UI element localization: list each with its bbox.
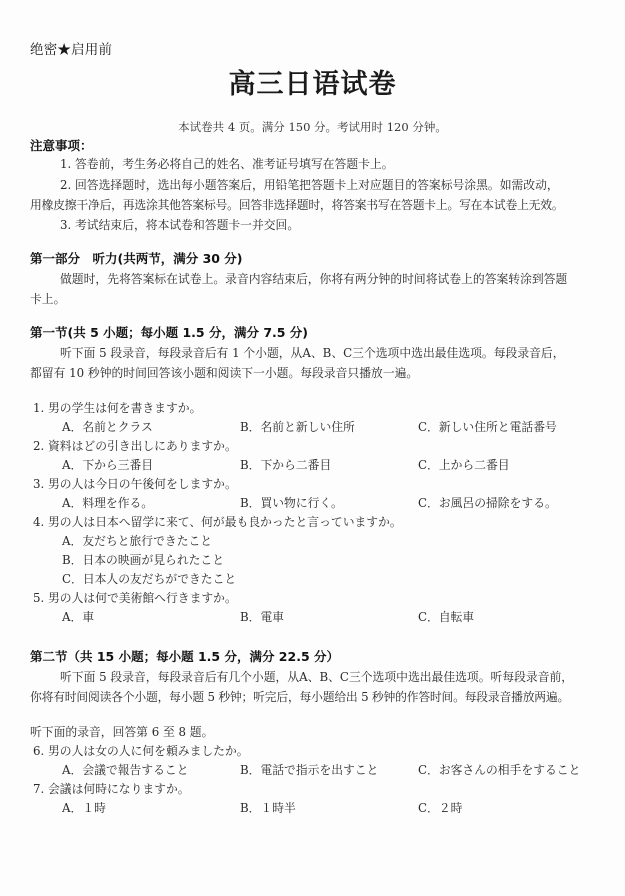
group-intro: 听下面的录音，回答第 6 至 8 题。 <box>30 725 214 739</box>
question-2-option-b: B．下から二番目 <box>240 458 332 472</box>
note-item-2-cont: 用橡皮擦干净后，再选涂其他答案标号。回答非选择题时，将答案书写在答题卡上。写在本试卷上无效。 <box>30 198 564 212</box>
question-2-option-a: A．下から三番目 <box>62 458 154 472</box>
exam-info: 本试卷共 4 页。满分 150 分。考试用时 120 分钟。 <box>178 120 447 134</box>
question-2-stem: 2. 資料はどの引き出しにありますか。 <box>33 439 237 453</box>
question-4-stem: 4. 男の人は日本へ留学に来て、何が最も良かったと言っていますか。 <box>33 515 402 529</box>
question-5-stem: 5. 男の人は何で美術館へ行きますか。 <box>33 591 237 605</box>
question-6-option-a: A．会議で報告すること <box>62 763 189 777</box>
question-3-option-a: A．料理を作る。 <box>62 496 154 510</box>
section2-instructions-1: 听下面 5 段录音，每段录音后有几个小题，从A、B、C三个选项中选出最佳选项。听每段录音前， <box>60 670 574 684</box>
question-7-stem: 7. 会議は何時になりますか。 <box>33 782 190 796</box>
section1-heading: 第一节(共 5 小题；每小题 1.5 分，满分 7.5 分) <box>30 325 309 340</box>
question-6-option-c: C．お客さんの相手をすること <box>418 763 581 777</box>
question-4-option-c: C．日本人の友だちができたこと <box>62 572 237 586</box>
notes-heading: 注意事项： <box>30 138 93 153</box>
part1-instructions-1: 做题时，先将答案标在试卷上。录音内容结束后，你将有两分钟的时间将试卷上的答案转涂到答题 <box>60 272 568 286</box>
section1-instructions-1: 听下面 5 段录音，每段录音后有 1 个小题，从A、B、C三个选项中选出最佳选项。每段录音后， <box>60 346 565 360</box>
question-7-option-b: B．１時半 <box>240 801 296 815</box>
question-6-option-b: B．電話で指示を出すこと <box>240 763 379 777</box>
question-1-option-a: A．名前とクラス <box>62 420 153 434</box>
question-1-option-b: B．名前と新しい住所 <box>240 420 355 434</box>
question-2-option-c: C．上から二番目 <box>418 458 510 472</box>
question-6-stem: 6. 男の人は女の人に何を頼みましたか。 <box>33 744 249 758</box>
section2-heading: 第二节（共 15 小题；每小题 1.5 分，满分 22.5 分） <box>30 649 339 664</box>
confidential-mark: 绝密★启用前 <box>30 42 113 58</box>
note-item-1: 1. 答卷前，考生务必将自己的姓名、准考证号填写在答题卡上。 <box>60 157 394 171</box>
question-4-option-a: A．友だちと旅行できたこと <box>62 534 213 548</box>
section1-instructions-2: 都留有 10 秒钟的时间回答该小题和阅读下一小题。每段录音只播放一遍。 <box>30 366 419 380</box>
note-item-2: 2. 回答选择题时，选出每小题答案后，用铅笔把答题卡上对应题目的答案标号涂黑。如需改动， <box>60 178 559 192</box>
section2-instructions-2: 你将有时间阅读各个小题，每小题 5 秒钟；听完后，每小题给出 5 秒钟的作答时间。每段录音播放两遍。 <box>30 690 570 704</box>
question-1-option-c: C．新しい住所と電話番号 <box>418 420 557 434</box>
question-5-option-a: A．車 <box>62 610 95 624</box>
part1-heading: 第一部分 听力(共两节，满分 30 分) <box>30 251 243 266</box>
question-3-option-b: B．買い物に行く。 <box>240 496 343 510</box>
question-4-option-b: B．日本の映画が見られたこと <box>62 553 225 567</box>
question-5-option-b: B．電車 <box>240 610 285 624</box>
question-7-option-c: C．２時 <box>418 801 463 815</box>
question-3-option-c: C．お風呂の掃除をする。 <box>418 496 557 510</box>
question-1-stem: 1. 男の学生は何を書きますか。 <box>33 401 202 415</box>
question-5-option-c: C．自転車 <box>418 610 475 624</box>
question-3-stem: 3. 男の人は今日の午後何をしますか。 <box>33 477 237 491</box>
question-7-option-a: A．１時 <box>62 801 106 815</box>
note-item-3: 3. 考试结束后，将本试卷和答题卡一并交回。 <box>60 218 300 232</box>
part1-instructions-2: 卡上。 <box>30 292 66 306</box>
page-title: 高三日语试卷 <box>228 69 397 100</box>
